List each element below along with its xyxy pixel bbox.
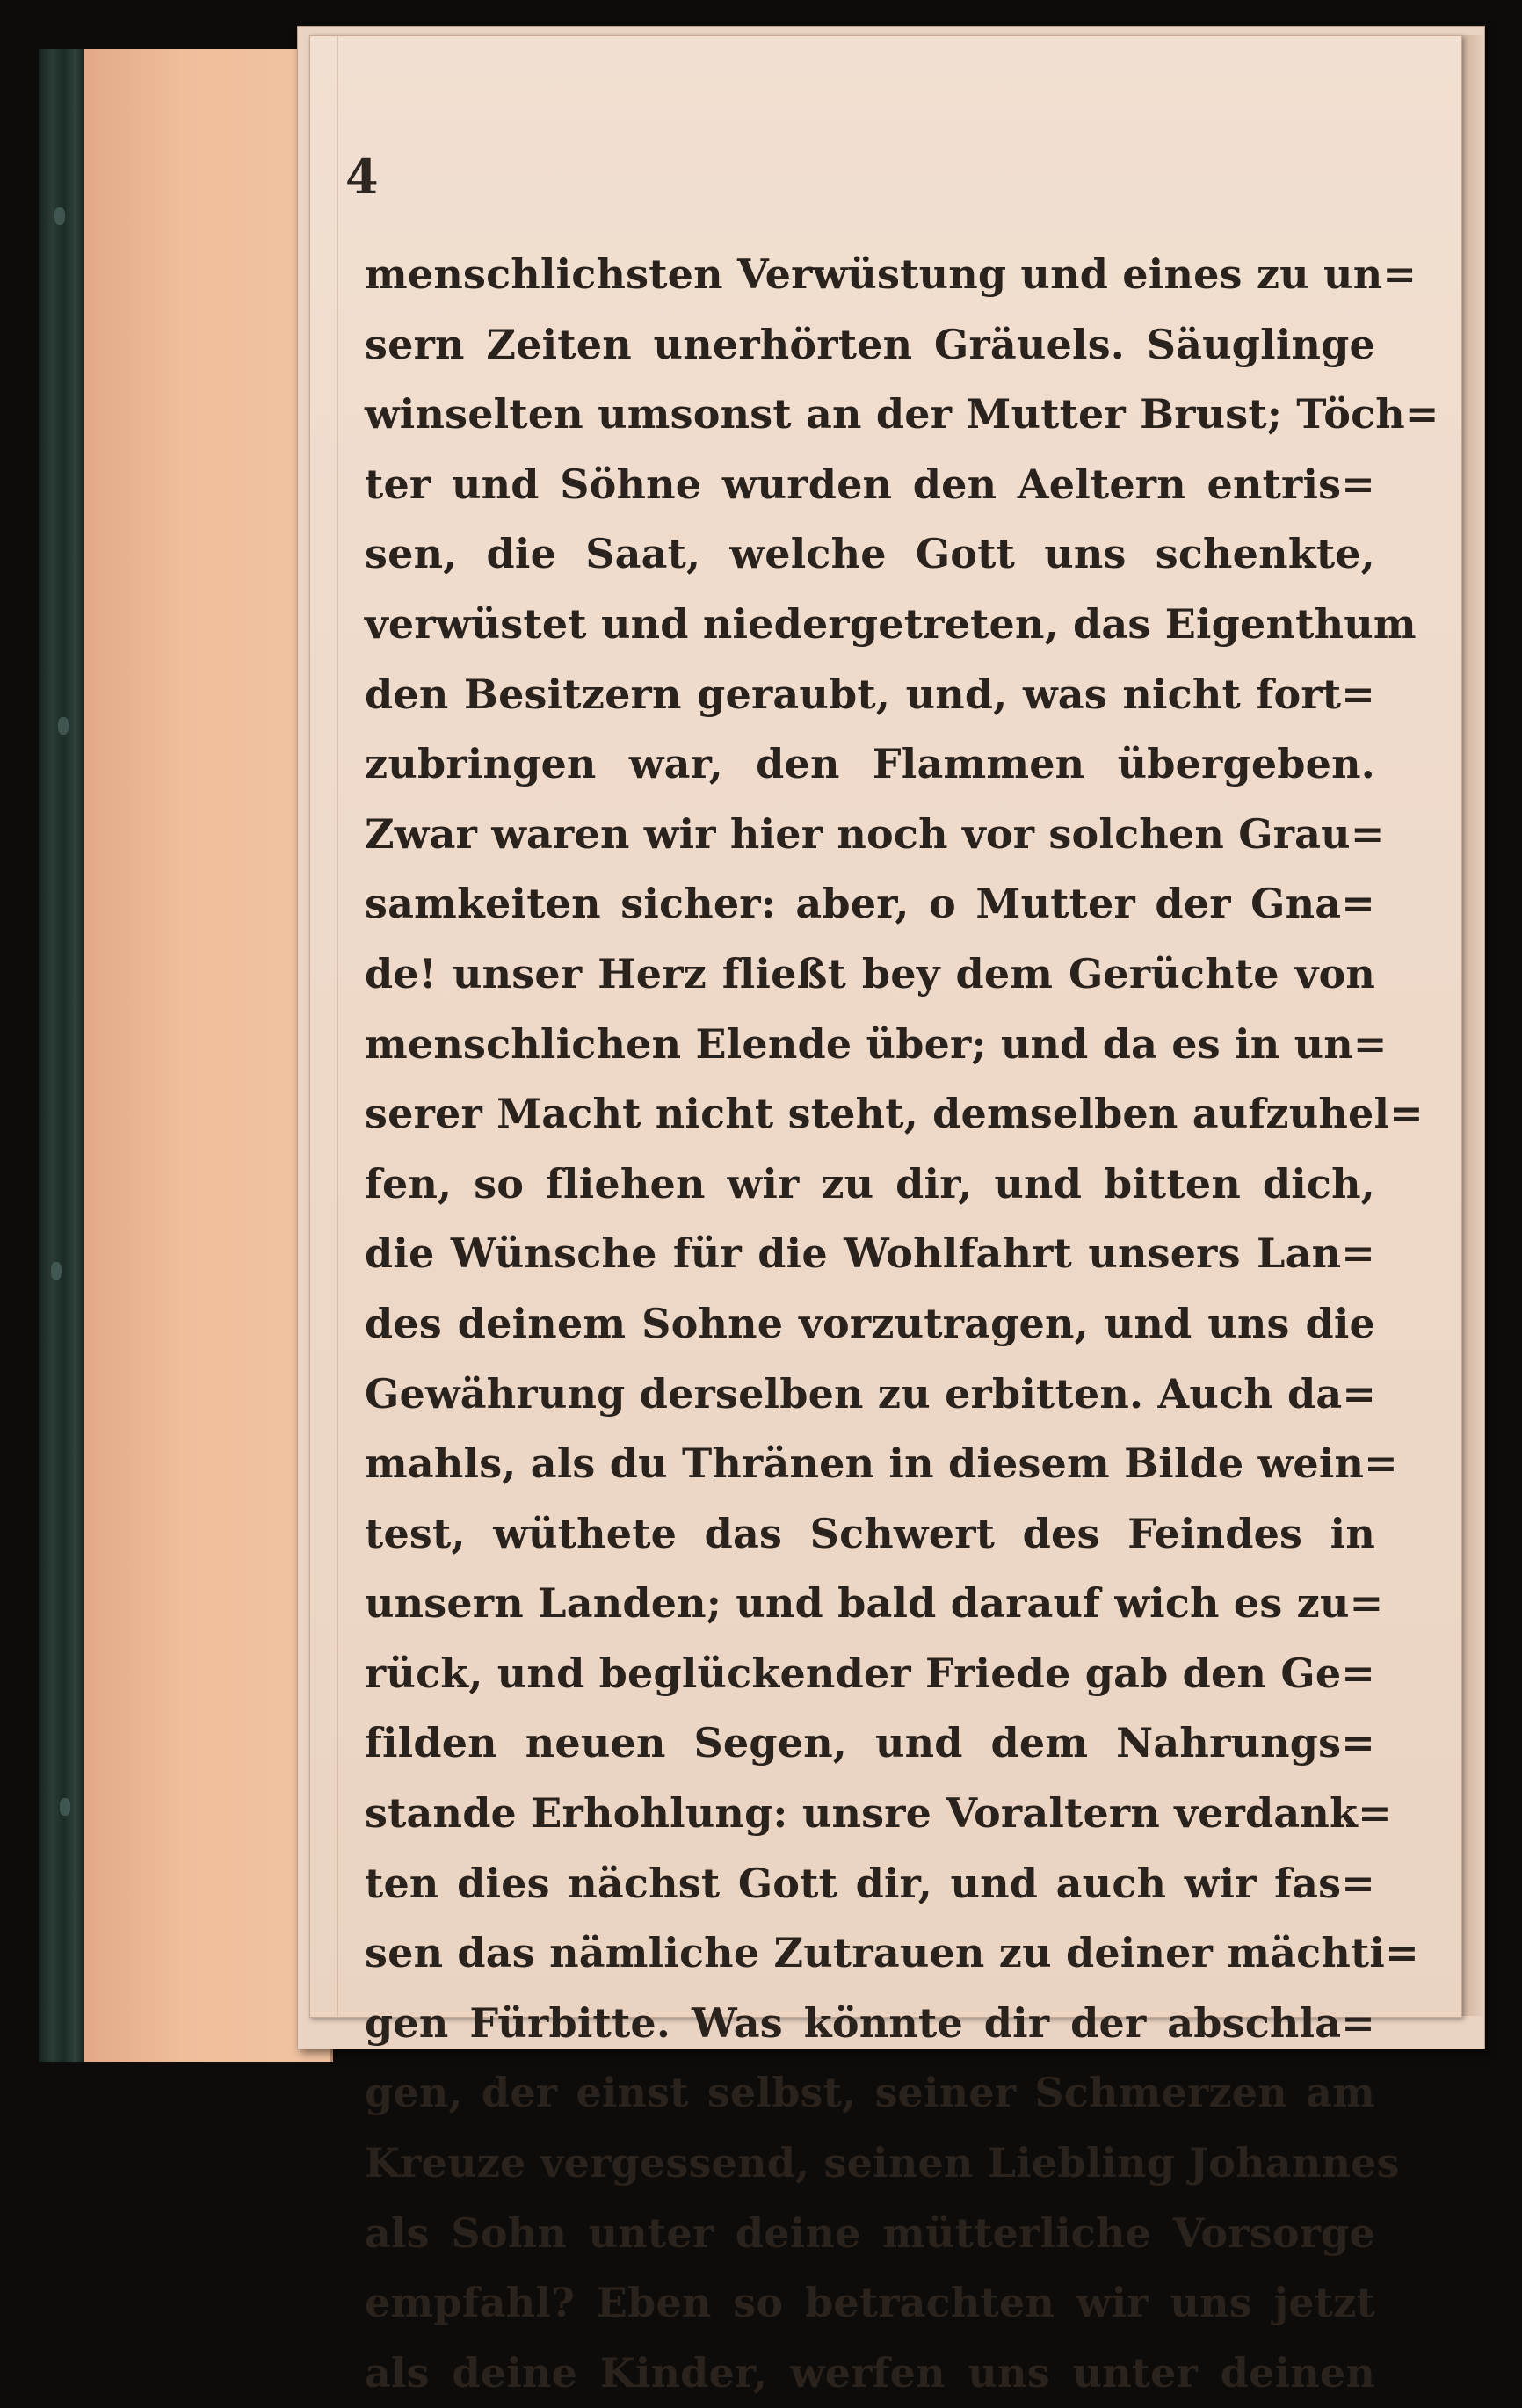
text-line: den Besitzern geraubt, und, was nicht fort= [365, 670, 1375, 718]
text-line: Kreuze vergessend, seinen Liebling Johannes [365, 2139, 1400, 2187]
page-number: 4 [345, 149, 379, 205]
text-line: verwüstet und niedergetreten, das Eigenthum [365, 599, 1417, 648]
text-line: zubringen war, den Flammen übergeben. [365, 740, 1375, 788]
spine-wear-mark [54, 207, 65, 225]
text-line: test, wüthete das Schwert des Feindes in [365, 1509, 1375, 1557]
body-text [365, 240, 1439, 2397]
text-line: ten dies nächst Gott dir, und auch wir fas= [365, 1859, 1375, 1907]
next-page-edge [1460, 35, 1483, 2016]
text-line: de! unser Herz fließt bey dem Gerüchte von [365, 949, 1375, 997]
text-line: ter und Söhne wurden den Aeltern entris= [365, 460, 1375, 508]
text-line: sern Zeiten unerhörten Gräuels. Säuglinge [365, 320, 1375, 368]
spine-wear-mark [51, 1262, 62, 1280]
text-line: gen, der einst selbst, seiner Schmerzen am [365, 2069, 1375, 2117]
text-line: serer Macht nicht steht, demselben aufzuhel= [365, 1090, 1424, 1138]
text-line: mahls, als du Thränen in diesem Bilde wein= [365, 1440, 1398, 1488]
book-page [309, 35, 1462, 2397]
book-spine [39, 49, 86, 2062]
text-line: Zwar waren wir hier noch vor solchen Grau= [365, 809, 1385, 858]
text-line: menschlichen Elende über; und da es in un= [365, 1019, 1388, 1068]
spine-wear-mark [60, 1798, 70, 1816]
text-line: Gewährung derselben zu erbitten. Auch da= [365, 1369, 1377, 1418]
text-line: fen, so fliehen wir zu dir, und bitten dich, [365, 1159, 1375, 1208]
text-line: sen, die Saat, welche Gott uns schenkte, [365, 530, 1375, 578]
page-fold-shadow [337, 36, 338, 2017]
text-line: die Wünsche für die Wohlfahrt unsers Lan= [365, 1229, 1375, 1278]
inside-cover [84, 49, 333, 2062]
text-line: des deinem Sohne vorzutragen, und uns die [365, 1299, 1375, 1347]
text-line: menschlichsten Verwüstung und eines zu un= [365, 250, 1417, 298]
text-line: sen das nämliche Zutrauen zu deiner mächti= [365, 1929, 1419, 1977]
text-line: gen Fürbitte. Was könnte dir der abschla= [365, 1998, 1375, 2047]
text-line: rück, und beglückender Friede gab den Ge= [365, 1649, 1376, 1697]
spine-wear-mark [58, 717, 69, 735]
text-line: unsern Landen; und bald darauf wich es zu= [365, 1579, 1384, 1628]
text-line: als deine Kinder, werfen uns unter deinen [365, 2348, 1375, 2397]
text-line: stande Erhohlung: unsre Voraltern verdank= [365, 1789, 1392, 1838]
text-line: filden neuen Segen, und dem Nahrungs= [365, 1719, 1375, 1767]
text-line: winselten umsonst an der Mutter Brust; Töch= [365, 390, 1439, 439]
text-line: samkeiten sicher: aber, o Mutter der Gna= [365, 880, 1375, 928]
text-line: als Sohn unter deine mütterliche Vorsorge [365, 2209, 1375, 2257]
text-line: empfahl? Eben so betrachten wir uns jetzt [365, 2279, 1375, 2327]
